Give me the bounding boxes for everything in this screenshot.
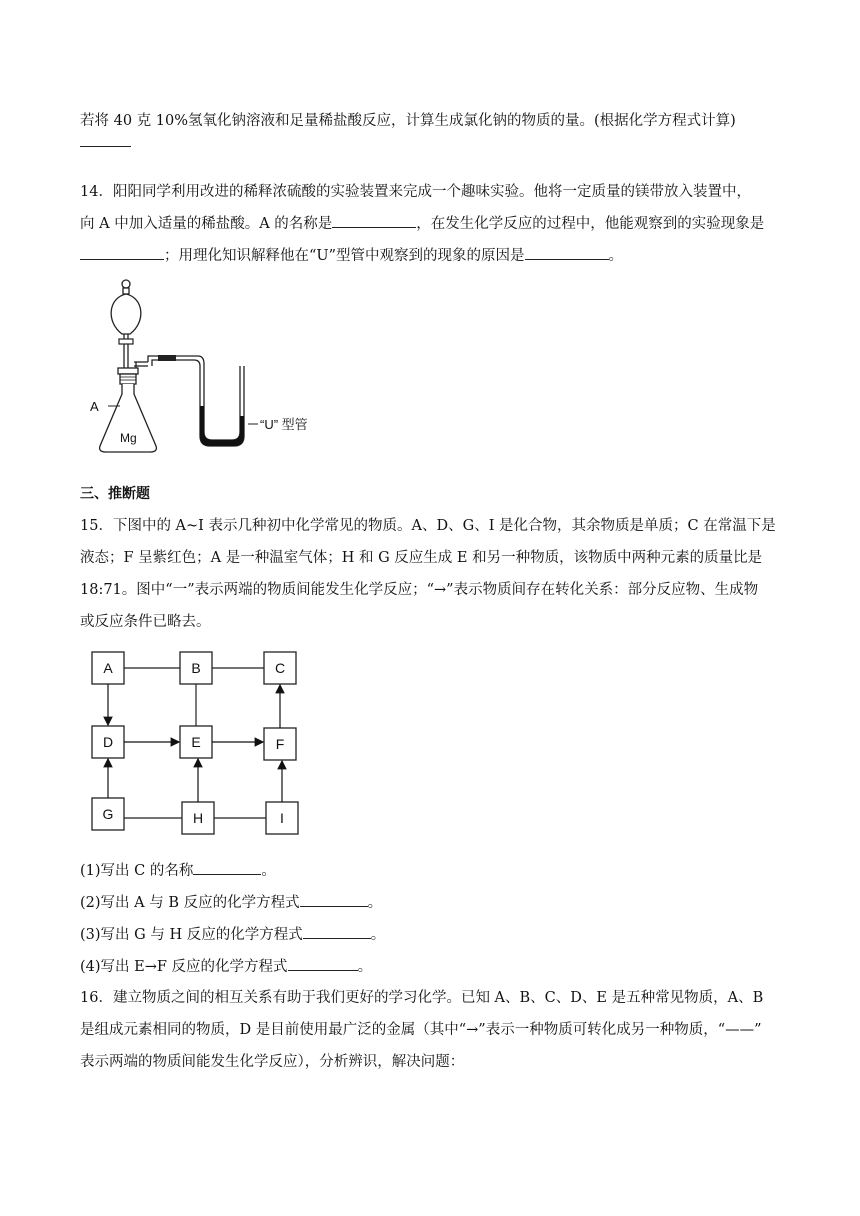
q14-line-1: 14．阳阳同学利用改进的稀释浓硫酸的实验装置来完成一个趣味实验。他将一定质量的镁带放入装置中， — [80, 184, 751, 200]
node-a: A — [103, 660, 113, 676]
q15-sub-3-end: 。 — [370, 927, 386, 943]
q15-sub-4-end: 。 — [357, 959, 373, 975]
q14-line-3-text-a: ；用理化知识解释他在“U”型管中观察到的现象的原因是 — [164, 248, 525, 264]
q14-line-2 — [80, 213, 764, 234]
q15-sub-4-blank — [288, 956, 358, 971]
q15-sub-2-text: (2)写出 A 与 B 反应的化学方程式 — [80, 895, 300, 911]
q15-sub-2-end: 。 — [367, 895, 383, 911]
q15-sub-1 — [80, 860, 276, 881]
q16-line-2: 是组成元素相同的物质，D 是目前使用最广泛的金属（其中“→”表示一种物质可转化成另一种物质，“——” — [80, 1022, 762, 1038]
q14-line-2-text-a: 向 A 中加入适量的稀盐酸。A 的名称是 — [80, 216, 333, 232]
q16-line-3: 表示两端的物质间能发生化学反应），分析辨识，解决问题： — [80, 1054, 465, 1070]
q15-sub-4-text: (4)写出 E→F 反应的化学方程式 — [80, 959, 288, 975]
q15-sub-3 — [80, 924, 385, 945]
node-c: C — [274, 660, 286, 676]
node-b: B — [191, 660, 201, 676]
node-d: D — [102, 734, 114, 750]
node-i: I — [280, 810, 284, 826]
q13-text: 若将 40 克 10%氢氧化钠溶液和足量稀盐酸反应，计算生成氯化钠的物质的量。(根据化学方程式计算) — [80, 113, 736, 129]
q15-sub-3-text: (3)写出 G 与 H 反应的化学方程式 — [80, 927, 303, 943]
q15-sub-3-blank — [303, 924, 371, 939]
q15-sub-1-text: (1)写出 C 的名称 — [80, 863, 194, 879]
q15-line-3: 18:71。图中“一”表示两端的物质间能发生化学反应；“→”表示物质间存在转化关系：部分反应物、生成物 — [80, 582, 759, 598]
q14-line-2-text-b: ，在发生化学反应的过程中，他能观察到的实验现象是 — [416, 216, 765, 232]
q15-line-4: 或反应条件已略去。 — [80, 614, 211, 630]
section-heading: 三、推断题 — [80, 486, 150, 502]
node-e: E — [191, 734, 201, 750]
node-f: F — [275, 736, 285, 752]
q15-line-1: 15．下图中的 A~I 表示几种初中化学常见的物质。A、D、G、I 是化合物，其余物质是单质；C 在常温下是 — [80, 518, 776, 534]
fig-label-mg: Mg — [120, 431, 137, 445]
q14-line-3-text-b: 。 — [608, 248, 624, 264]
relationship-diagram — [90, 650, 310, 840]
q15-line-2: 液态；F 呈紫红色；A 是一种温室气体；H 和 G 反应生成 E 和另一种物质，该物质中两种元素的质量比是 — [80, 550, 763, 566]
node-g: G — [102, 806, 114, 822]
fig-label-u-tube: “U” 型管 — [260, 417, 308, 432]
q14-blank-phenomenon — [80, 245, 164, 260]
fig-label-a: A — [90, 399, 99, 414]
q15-sub-2 — [80, 892, 382, 913]
node-h: H — [192, 810, 204, 826]
q14-blank-a-name — [332, 213, 416, 228]
q15-sub-1-blank — [193, 860, 261, 875]
apparatus-figure — [86, 276, 336, 460]
q15-sub-2-blank — [300, 892, 368, 907]
q13-answer-blank — [80, 146, 131, 147]
q15-sub-4 — [80, 956, 372, 977]
q15-sub-1-end: 。 — [261, 863, 276, 879]
q14-blank-reason — [525, 245, 609, 260]
q16-line-1: 16．建立物质之间的相互关系有助于我们更好的学习化学。已知 A、B、C、D、E 是五种常见物质，A、B — [80, 990, 764, 1006]
q14-line-3 — [80, 245, 623, 266]
